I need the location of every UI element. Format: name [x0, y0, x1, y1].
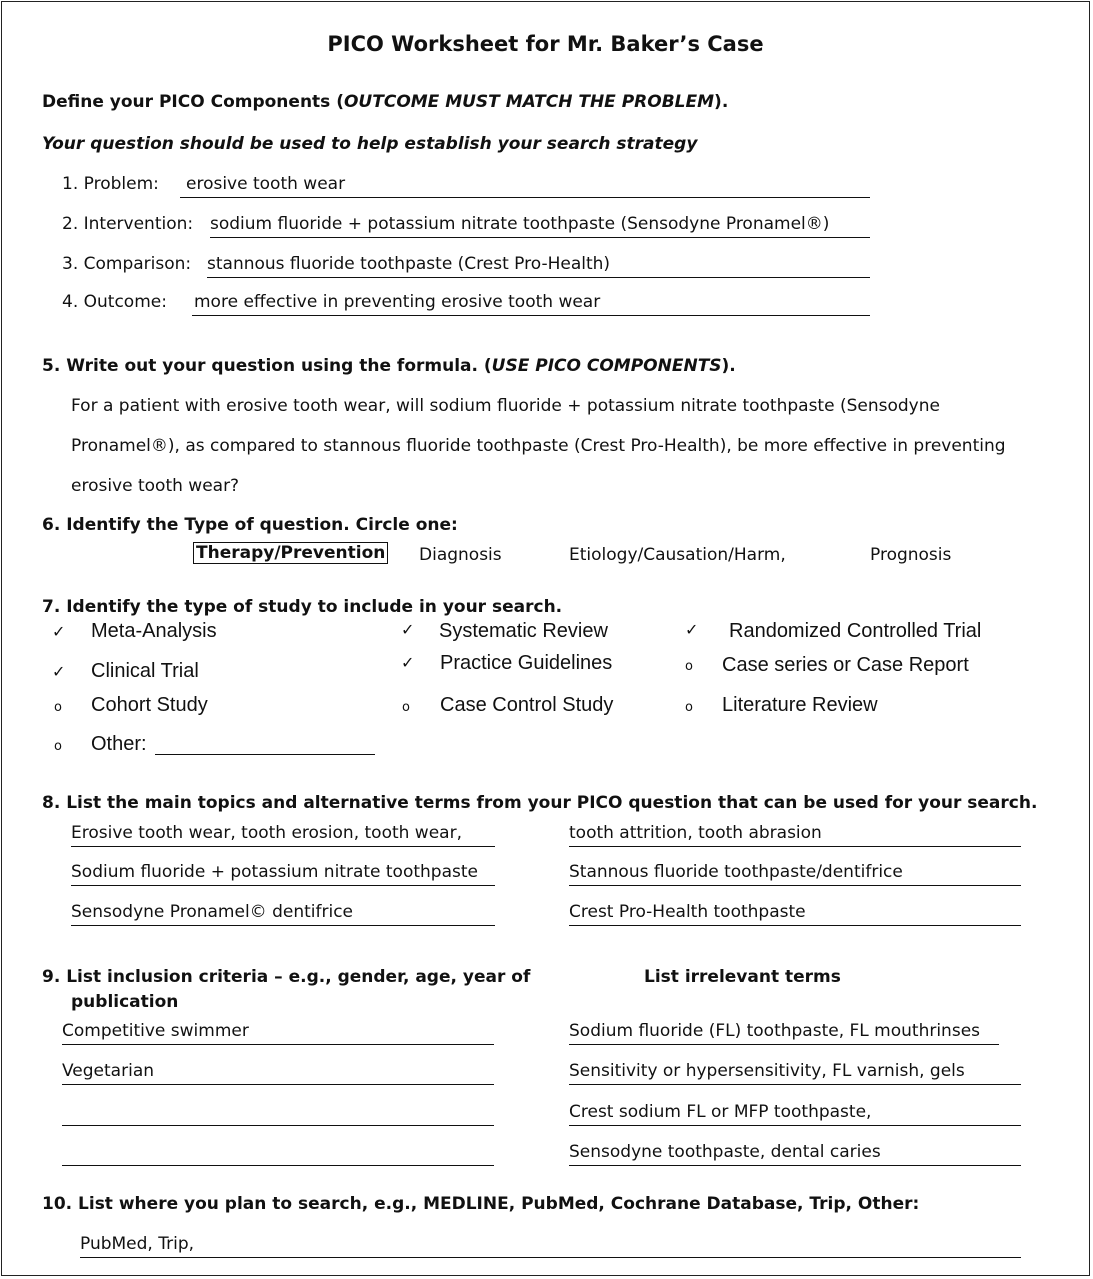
- q5-answer-line-2: Pronamel®), as compared to stannous fluoride toothpaste (Crest Pro-Health), be more effective in preventing: [71, 436, 1006, 456]
- pico-answer-outcome: more effective in preventing erosive tooth wear: [194, 292, 601, 312]
- q8-right-line-3: [569, 925, 1021, 926]
- q5-answer-line-1: For a patient with erosive tooth wear, will sodium fluoride + potassium nitrate toothpaste (Sensodyne: [71, 396, 940, 416]
- q9-irrelevant-4: Sensodyne toothpaste, dental caries: [569, 1142, 881, 1162]
- empty-circle-icon[interactable]: o: [685, 659, 693, 674]
- define-heading-tail: ).: [714, 92, 729, 112]
- q8-heading: 8. List the main topics and alternative terms from your PICO question that can be used for your search.: [42, 793, 1038, 813]
- q5-heading-lead: 5. Write out your question using the formula. (: [42, 356, 492, 376]
- check-icon[interactable]: ✓: [52, 622, 66, 641]
- q7-other-line[interactable]: [155, 754, 375, 755]
- q6-option-therapy-prevention[interactable]: Therapy/Prevention: [193, 542, 388, 564]
- q5-heading-emphasis: USE PICO COMPONENTS: [491, 356, 722, 376]
- q8-left-term-3: Sensodyne Pronamel© dentifrice: [71, 902, 353, 922]
- q9-inclusion-line-4[interactable]: [62, 1165, 494, 1166]
- check-icon[interactable]: ✓: [685, 620, 699, 639]
- q6-heading: 6. Identify the Type of question. Circle one:: [42, 515, 458, 535]
- pico-label-outcome: 4. Outcome:: [62, 292, 167, 312]
- q7-item-rct: Randomized Controlled Trial: [729, 620, 982, 642]
- pico-answer-problem: erosive tooth wear: [186, 174, 346, 194]
- q6-option-prognosis[interactable]: Prognosis: [870, 545, 952, 565]
- empty-circle-icon[interactable]: o: [54, 739, 62, 754]
- q8-left-line-3: [71, 925, 495, 926]
- q9-irrelevant-line-3: [569, 1125, 1021, 1126]
- q7-item-case-series: Case series or Case Report: [722, 654, 969, 676]
- q9-irrelevant-line-4: [569, 1165, 1021, 1166]
- q6-option-etiology[interactable]: Etiology/Causation/Harm,: [569, 545, 786, 565]
- pico-line-intervention: [210, 237, 870, 238]
- q7-item-case-control-study: Case Control Study: [440, 694, 614, 716]
- q5-heading-tail: ).: [721, 356, 736, 376]
- q9-inclusion-line-1: [62, 1044, 494, 1045]
- q7-item-literature-review: Literature Review: [722, 694, 878, 716]
- empty-circle-icon[interactable]: o: [402, 700, 410, 715]
- q7-item-cohort-study: Cohort Study: [91, 694, 208, 716]
- pico-answer-comparison: stannous fluoride toothpaste (Crest Pro-Health): [207, 254, 611, 274]
- q8-left-line-1: [71, 846, 495, 847]
- q10-heading: 10. List where you plan to search, e.g., MEDLINE, PubMed, Cochrane Database, Trip, Other:: [42, 1194, 920, 1214]
- pico-label-comparison: 3. Comparison:: [62, 254, 192, 274]
- q9-inclusion-line-2: [62, 1084, 494, 1085]
- q9-irrelevant-3: Crest sodium FL or MFP toothpaste,: [569, 1102, 872, 1122]
- q8-left-line-2: [71, 885, 495, 886]
- q5-answer-line-3: erosive tooth wear?: [71, 476, 240, 496]
- pico-line-problem: [180, 197, 870, 198]
- q8-left-term-2: Sodium fluoride + potassium nitrate toothpaste: [71, 862, 478, 882]
- q7-item-meta-analysis: Meta-Analysis: [91, 620, 217, 642]
- q8-right-line-2: [569, 885, 1021, 886]
- q7-item-systematic-review: Systematic Review: [439, 620, 608, 642]
- q10-answer-line: [80, 1257, 1021, 1258]
- q8-right-term-1: tooth attrition, tooth abrasion: [569, 823, 822, 843]
- define-heading-lead: Define your PICO Components (: [42, 92, 344, 112]
- pico-line-outcome: [192, 315, 870, 316]
- check-icon[interactable]: ✓: [52, 662, 66, 681]
- q9-irrelevant-2: Sensitivity or hypersensitivity, FL varnish, gels: [569, 1061, 965, 1081]
- define-heading-emphasis: OUTCOME MUST MATCH THE PROBLEM: [343, 92, 715, 112]
- pico-line-comparison: [207, 277, 870, 278]
- q9-irrelevant-heading: List irrelevant terms: [644, 967, 841, 987]
- empty-circle-icon[interactable]: o: [54, 700, 62, 715]
- q9-inclusion-1: Competitive swimmer: [62, 1021, 249, 1041]
- q7-item-clinical-trial: Clinical Trial: [91, 660, 199, 682]
- q8-left-term-1: Erosive tooth wear, tooth erosion, tooth wear,: [71, 823, 462, 843]
- empty-circle-icon[interactable]: o: [685, 700, 693, 715]
- check-icon[interactable]: ✓: [401, 620, 415, 639]
- define-subtitle: Your question should be used to help establish your search strategy: [42, 134, 698, 154]
- q9-irrelevant-1: Sodium fluoride (FL) toothpaste, FL mouthrinses: [569, 1021, 981, 1041]
- worksheet-page: [1, 1, 1090, 1276]
- pico-answer-intervention: sodium fluoride + potassium nitrate toothpaste (Sensodyne Pronamel®): [210, 214, 830, 234]
- q9-irrelevant-line-1: [569, 1044, 999, 1045]
- page-title: PICO Worksheet for Mr. Baker’s Case: [327, 32, 764, 56]
- pico-label-intervention: 2. Intervention:: [62, 214, 194, 234]
- check-icon[interactable]: ✓: [401, 653, 415, 672]
- q5-heading: [42, 356, 736, 376]
- q7-item-practice-guidelines: Practice Guidelines: [440, 652, 613, 674]
- define-heading: [42, 92, 728, 112]
- q8-right-term-2: Stannous fluoride toothpaste/dentifrice: [569, 862, 903, 882]
- q7-item-other: Other:: [91, 733, 147, 755]
- q6-option-diagnosis[interactable]: Diagnosis: [419, 545, 502, 565]
- q8-right-term-3: Crest Pro-Health toothpaste: [569, 902, 806, 922]
- q9-heading-line-2: publication: [71, 992, 179, 1012]
- q8-right-line-1: [569, 846, 1021, 847]
- pico-label-problem: 1. Problem:: [62, 174, 159, 194]
- q10-answer: PubMed, Trip,: [80, 1234, 195, 1254]
- q9-heading-line-1: 9. List inclusion criteria – e.g., gender, age, year of: [42, 967, 531, 987]
- q9-irrelevant-line-2: [569, 1084, 1021, 1085]
- q9-inclusion-2: Vegetarian: [62, 1061, 155, 1081]
- q7-heading: 7. Identify the type of study to include in your search.: [42, 597, 563, 617]
- q9-inclusion-line-3[interactable]: [62, 1125, 494, 1126]
